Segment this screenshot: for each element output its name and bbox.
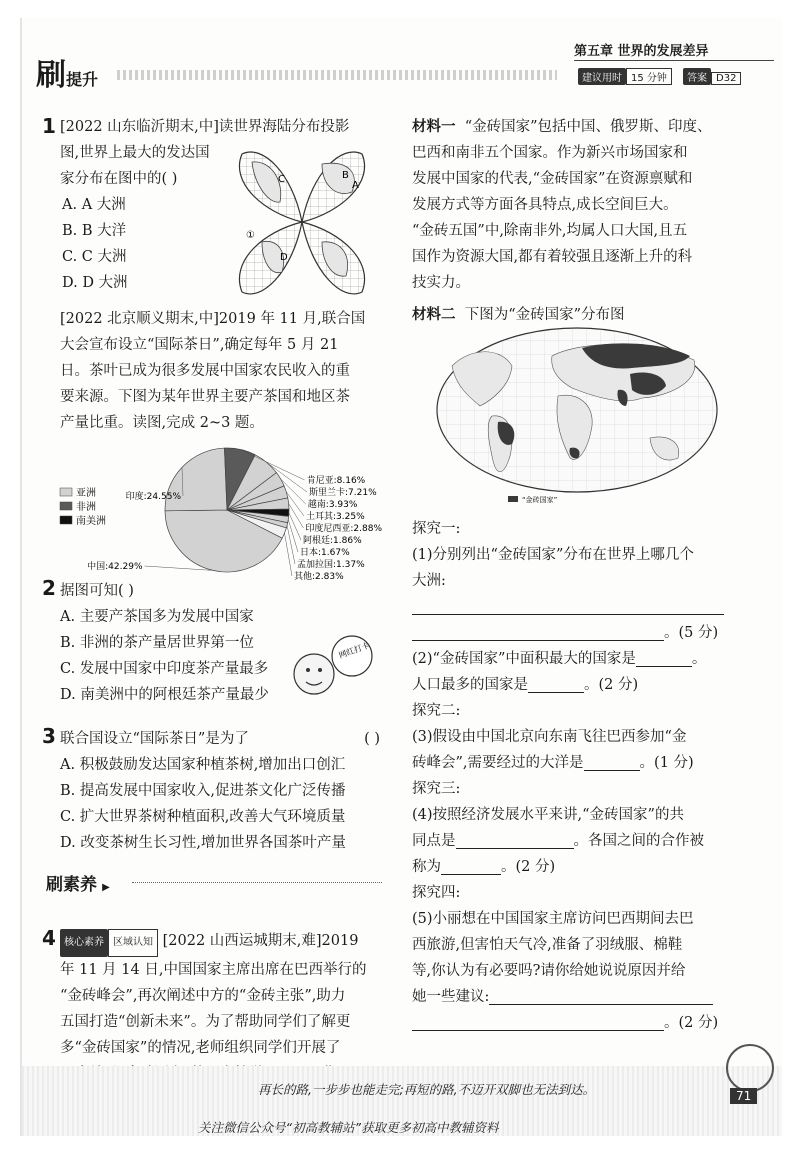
legend-label-south-america: 南美洲 xyxy=(76,516,106,527)
inquiry-3-q4b: 同点是 xyxy=(412,833,456,849)
section-header xyxy=(46,870,110,895)
time-info xyxy=(578,66,741,85)
inquiry-1-score: 。(5 分) xyxy=(664,625,719,641)
map-label-b: B xyxy=(342,170,349,181)
material-1-line-6: 国作为资源大国,都有着较强且逐渐上升的科 xyxy=(412,249,693,265)
inquiry-4-line-2: 西旅游,但害怕天气冷,准备了羽绒服、棉鞋 xyxy=(412,937,683,953)
answer-line-4b[interactable] xyxy=(441,860,501,875)
inquiry-2-q3a: (3)假设由中国北京向东南飞往巴西参加“金 xyxy=(412,729,687,745)
legend-label-asia: 亚洲 xyxy=(76,488,96,499)
pie-label-other: 其他:2.83% xyxy=(294,572,344,582)
time-value: 15 分钟 xyxy=(626,68,672,85)
q2-option-c[interactable]: C. 发展中国家中印度茶产量最多 xyxy=(60,661,269,677)
q3-option-d[interactable]: D. 改变茶树生长习性,增加世界各国茶叶产量 xyxy=(60,835,346,851)
intro-line-4: 要来源。下图为某年世界主要产茶国和地区茶 xyxy=(60,389,350,405)
inquiry-4-line-3: 等,你认为有必要吗?请你给她说说原因并给 xyxy=(412,963,686,979)
section-title: 刷素养 xyxy=(46,875,97,895)
legend-swatch-africa xyxy=(60,502,72,510)
inquiry-4-score: 。(2 分) xyxy=(664,1015,719,1031)
intro-line-2: 大会宣布设立“国际茶日”,确定每年 5 月 21 xyxy=(60,337,339,353)
inquiry-2-q3c: 。(1 分) xyxy=(639,755,694,771)
inquiry-4-title: 探究四: xyxy=(412,885,461,901)
q1-line-2: 图,世界上最大的发达国 xyxy=(60,145,210,161)
tag-core-literacy: 核心素养 xyxy=(60,929,108,957)
intro-line-1: [2022 北京顺义期末,中]2019 年 11 月,联合国 xyxy=(60,311,366,327)
legend-label-africa: 非洲 xyxy=(76,502,96,513)
answer-line-1b[interactable] xyxy=(412,626,664,641)
pie-label-japan: 日本:1.67% xyxy=(300,548,350,558)
q4-line-5: 多“金砖国家”的情况,老师组织同学们开展了 xyxy=(60,1040,341,1056)
q2-option-d[interactable]: D. 南美洲中的阿根廷茶产量最少 xyxy=(60,687,269,703)
question-number-3: 3 xyxy=(42,724,56,748)
inquiry-2-title: 探究二: xyxy=(412,703,461,719)
q1-line-3: 家分布在图中的( ) xyxy=(60,171,178,187)
material-2-text: 下图为“金砖国家”分布图 xyxy=(464,307,625,323)
q4-line-1: [2022 山西运城期末,难]2019 xyxy=(162,933,359,949)
material-1-label: 材料一 xyxy=(412,119,456,135)
pie-leader-indonesia xyxy=(289,504,304,529)
q4-line-4: 五国打造“创新未来”。为了帮助同学们了解更 xyxy=(60,1014,351,1030)
pie-leader-argentina xyxy=(289,513,301,540)
inquiry-1-title: 探究一: xyxy=(412,521,461,537)
material-1-line-5: “金砖五国”中,除南非外,均属人口大国,且五 xyxy=(412,223,688,239)
interrupted-projection-map xyxy=(222,142,382,304)
header-rule xyxy=(574,60,774,61)
inquiry-2-q3b: 砖峰会”,需要经过的大洋是 xyxy=(412,755,584,771)
page: 刷提升 第五章 世界的发展差异 建议用时 15 分钟 答案 D32 1 [2022 山东临沂期末,中]读世界海陆分布投影 图,世界上最大的发达国 家分布在图中的( ) A. A 大洲 B. B 大洋 C. C 大洲 D. D 大洲 C B A ① D [2022 北京顺义期末,中]2019 年 11 月,联合国 大会宣布设立“国际茶日”,确定每年 5 月 21 日。茶叶已成为很多发展中国家农民收入的重 要来源。下图为某年世界主要产茶国和地区茶 产量比重。读图,完成 2~3 题。 亚洲 非洲 南美洲 中国:42.29% 印度:24.55% 肯尼亚:8.16% 斯里兰卡:7.21% 越南:3.93% 土耳其:3.25% 印度尼西亚:2.88% 阿根廷:1.86% 日本:1.67% 孟加拉国:1.37% 其他:2.83% 2 据图可知( ) A. 主要产茶国多为发展中国家 B. 非洲的茶产量居世界第一位 C. 发展中国家中印度茶产量最多 D. 南美洲中的阿根廷茶产量最少 网红打卡 3 联合国设立“国际茶日”是为了 ( ) A. 积极鼓励发达国家种植茶树,增加出口创汇 B. 提高发展中国家收入,促进茶文化广泛传播 C. 扩大世界茶树种植面积,改善大气环境质量 D. 改变茶树生长习性,增加世界各国茶叶产量 刷素养 ▶ 4 核心素养 区域认知 [2022 山西运城期末,难]2019 年 11 月 14 日,中国国家主席出席在巴西举行的 “金砖峰会”,再次阐述中方的“金砖主张”,助力 五国打造“创新未来”。为了帮助同学们了解更 多“金砖国家”的情况,老师组织同学们开展了 材料一 “金砖国家”包括中国、俄罗斯、印度、 巴西和南非五个国家。作为新兴市场国家和 发展中国家的代表,“金砖国家”在资源禀赋和 发展方式等方面各具特点,成长空间巨大。 “金砖五国”中,除南非外,均属人口大国,且五 国作为资源大国,都有着较强且逐渐上升的科 技实力。 材料二 下图为“金砖国家”分布图 “金砖国家” 探究一: (1)分别列出“金砖国家”分布在世界上哪几个 大洲: 。(5 分) (2)“金砖国家”中面积最大的国家是 。 人口最多的国家是 。(2 分) 探究二: (3)假设由中国北京向东南飞往巴西参加“金 砖峰会”,需要经过的大洋是 。(1 分) 探究三: (4)按照经济发展水平来讲,“金砖国家”的共 同点是 。各国之间的合作被 称为 。(2 分) 探究四: (5)小丽想在中国国家主席访问巴西期间去巴 西旅游,但害怕天气冷,准备了羽绒服、棉鞋 等,你认为有必要吗?请你给她说说原因并给 她一些建议: 。(2 分) 再长的路,一步步也能走完;再短的路,不迈开双脚也无法到达。 71 关注微信公众号“初高教辅站”获取更多初高中教辅资料 xyxy=(20,18,782,1136)
legend-swatch-asia xyxy=(60,488,72,496)
answer-line-3[interactable] xyxy=(584,756,640,771)
pie-leader-japan xyxy=(288,520,298,552)
map-label-d: D xyxy=(280,252,288,263)
inquiry-4-q5b: 她一些建议: xyxy=(412,989,490,1005)
map-label-1: ① xyxy=(246,230,255,241)
q3-answer-paren: ( ) xyxy=(364,731,380,747)
intro-line-3: 日。茶叶已成为很多发展中国家农民收入的重 xyxy=(60,363,350,379)
inquiry-1-q2c: 。(2 分) xyxy=(584,677,639,693)
q3-stem: 联合国设立“国际茶日”是为了 xyxy=(60,731,249,747)
answer-label: 答案 xyxy=(683,68,711,85)
section-dotted-rule xyxy=(132,882,382,883)
logo-sub: 提升 xyxy=(66,70,99,89)
q1-option-a[interactable]: A. A 大洲 xyxy=(62,197,126,213)
inquiry-1-q2a: (2)“金砖国家”中面积最大的国家是 xyxy=(412,651,636,667)
pie-label-turkey: 土耳其:3.25% xyxy=(306,512,365,522)
logo-main: 刷 xyxy=(36,58,66,93)
inquiry-1-q1: (1)分别列出“金砖国家”分布在世界上哪几个 xyxy=(412,547,694,563)
brand-logo xyxy=(36,50,98,94)
pie-label-china: 中国:42.29% xyxy=(87,562,143,572)
stamp-text: 网红打卡 xyxy=(337,640,371,661)
q2-stem: 据图可知( ) xyxy=(60,583,134,599)
q1-option-d[interactable]: D. D 大洲 xyxy=(62,275,128,291)
pie-label-kenya: 肯尼亚:8.16% xyxy=(306,476,366,486)
pie-leader-other xyxy=(285,533,293,576)
material-1-line-4: 发展方式等方面各具特点,成长空间巨大。 xyxy=(412,197,678,213)
chapter-title: 第五章 世界的发展差异 xyxy=(574,44,709,59)
q1-line-1: [2022 山东临沂期末,中]读世界海陆分布投影 xyxy=(60,119,350,135)
pie-label-indonesia: 印度尼西亚:2.88% xyxy=(305,524,383,534)
answer-line-5b[interactable] xyxy=(412,1016,664,1031)
section-arrow-icon: ▶ xyxy=(102,882,110,893)
material-1-line-1: “金砖国家”包括中国、俄罗斯、印度、 xyxy=(464,119,712,135)
material-1-line-2: 巴西和南非五个国家。作为新兴市场国家和 xyxy=(412,145,688,161)
q3-option-b[interactable]: B. 提高发展中国家收入,促进茶文化广泛传播 xyxy=(60,783,346,799)
inquiry-4-line-1: (5)小丽想在中国国家主席访问巴西期间去巴 xyxy=(412,911,694,927)
pie-label-sri-lanka: 斯里兰卡:7.21% xyxy=(309,488,377,498)
footer-emblem-icon xyxy=(726,1044,774,1092)
question-number-4: 4 xyxy=(42,926,56,950)
header-dotted-band xyxy=(117,70,557,80)
inquiry-3-q4d: 称为 xyxy=(412,859,441,875)
map-legend-label: “金砖国家” xyxy=(522,496,558,504)
intro-line-5: 产量比重。读图,完成 2~3 题。 xyxy=(60,415,264,431)
material-1-line-3: 发展中国家的代表,“金砖国家”在资源禀赋和 xyxy=(412,171,693,187)
q2-option-a[interactable]: A. 主要产茶国多为发展中国家 xyxy=(60,609,254,625)
question-number-2: 2 xyxy=(42,576,56,600)
inquiry-3-q4e: 。(2 分) xyxy=(501,859,556,875)
pie-label-argentina: 阿根廷:1.86% xyxy=(303,536,362,546)
footer-motto: 再长的路,一步步也能走完;再短的路,不迈开双脚也无法到达。 xyxy=(258,1082,596,1097)
answer-value: D32 xyxy=(711,72,741,85)
answer-line-5a[interactable] xyxy=(489,990,713,1005)
map-label-a: A xyxy=(352,180,359,191)
answer-line-4a[interactable] xyxy=(456,834,574,849)
answer-line-1a[interactable] xyxy=(412,600,724,615)
page-number: 71 xyxy=(730,1088,757,1104)
pie-label-vietnam: 越南:3.93% xyxy=(307,500,358,510)
time-label: 建议用时 xyxy=(578,68,626,85)
tag-regional-cognition: 区域认知 xyxy=(108,929,158,957)
map-label-c: C xyxy=(278,174,285,185)
inquiry-3-q4a: (4)按照经济发展水平来讲,“金砖国家”的共 xyxy=(412,807,684,823)
q3-option-a[interactable]: A. 积极鼓励发达国家种植茶树,增加出口创汇 xyxy=(60,757,346,773)
q3-option-c[interactable]: C. 扩大世界茶树种植面积,改善大气环境质量 xyxy=(60,809,346,825)
footer-note: 关注微信公众号“初高教辅站”获取更多初高中教辅资料 xyxy=(198,1120,499,1135)
pie-label-india: 印度:24.55% xyxy=(125,492,181,502)
brics-world-map xyxy=(432,326,722,506)
map-legend-swatch xyxy=(508,496,518,502)
q1-option-c[interactable]: C. C 大洲 xyxy=(62,249,127,265)
inquiry-1-q1-label: 大洲: xyxy=(412,573,446,589)
material-2-label: 材料二 xyxy=(412,307,456,323)
answer-line-2a[interactable] xyxy=(636,652,692,667)
q2-option-b[interactable]: B. 非洲的茶产量居世界第一位 xyxy=(60,635,254,651)
inquiry-3-title: 探究三: xyxy=(412,781,461,797)
q4-line-3: “金砖峰会”,再次阐述中方的“金砖主张”,助力 xyxy=(60,988,346,1004)
question-number-1: 1 xyxy=(42,114,56,138)
legend-swatch-south-america xyxy=(60,516,72,524)
answer-line-2b[interactable] xyxy=(528,678,584,693)
material-1-line-7: 技实力。 xyxy=(412,275,470,291)
inquiry-1-q2b: 人口最多的国家是 xyxy=(412,677,528,693)
cartoon-checkin-stamp xyxy=(284,630,374,702)
inquiry-3-q4c: 。各国之间的合作被 xyxy=(573,833,704,849)
q4-line-2: 年 11 月 14 日,中国国家主席出席在巴西举行的 xyxy=(60,962,367,978)
pie-label-bangladesh: 孟加拉国:1.37% xyxy=(297,560,365,570)
pie-leader-bangladesh xyxy=(287,525,295,564)
q1-option-b[interactable]: B. B 大洋 xyxy=(62,223,127,239)
tea-production-pie-chart xyxy=(52,436,397,582)
